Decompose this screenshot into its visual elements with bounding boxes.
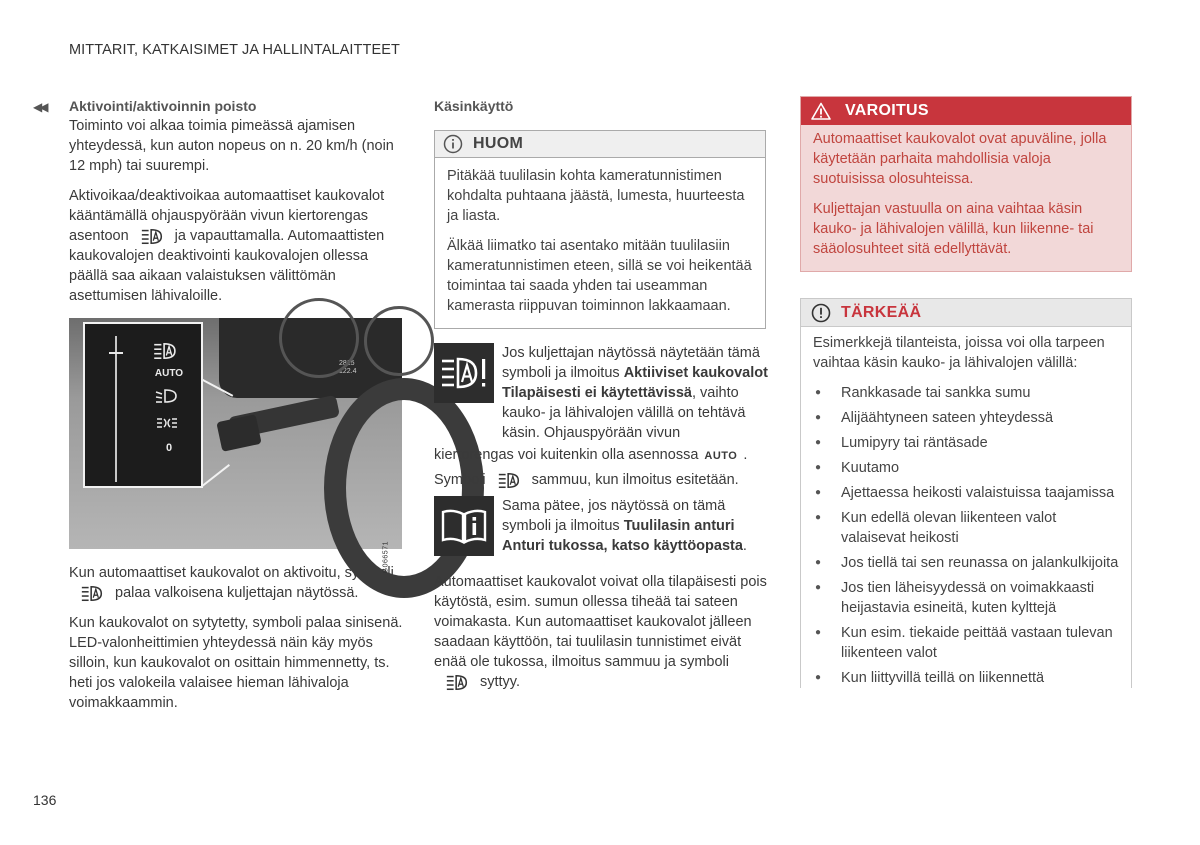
paragraph-text: , vaihto kauko- ja lähivalojen välillä on tehtävä käsin. Ohjauspyörään vivun: [502, 385, 746, 441]
headlight-icon: [155, 388, 177, 404]
paragraph-text: ja vapauttamalla. Automaattisten kaukovalojen deaktivointi kaukovalojen ollessa päällä saa aikaan valaistuksen välittömän asettumisen lähivaloille.: [69, 228, 385, 304]
paragraph-text: Automaattiset kaukovalot voivat olla tilapäisesti pois käytöstä, esim. sumun ollessa tiheää tai sateen voimakasta. Kun automaattiset kaukovalot jälleen saadaan käyttöön, tai tuulilasin tunnistimet eivät enää ole tukossa, ilmoitus sammuu ja symboli: [434, 574, 767, 670]
paragraph: [434, 470, 769, 490]
paragraph-text: Sama pätee, jos näytössä on tämä symboli ja ilmoitus: [502, 498, 726, 534]
list-item: ● Alijäähtyneen sateen yhteydessä: [813, 408, 1119, 428]
list-item: ● Kun edellä olevan liikenteen valot valaisevat heikosti: [813, 508, 1119, 548]
paragraph-text: asentoon: [69, 228, 129, 244]
paragraph-text: Aktivoikaa/deaktivoikaa automaattiset kaukovalot kääntämällä ohjauspyörään vivun kiertorengas: [69, 188, 385, 224]
warning-body: [801, 125, 1131, 271]
paragraph: [434, 572, 769, 692]
section-subheading: Käsinkäyttö: [434, 98, 514, 114]
message-block: [434, 343, 769, 443]
stalk-ring-closeup: [83, 322, 203, 488]
paragraph-text: Symboli: [434, 472, 486, 488]
paragraph-text: Jos kuljettajan näytössä näytetään tämä symboli ja ilmoitus: [502, 345, 760, 381]
message-text: [502, 343, 769, 443]
list-item: ● Kun liittyvillä teillä on liikennettä: [813, 668, 1119, 688]
display-message: Aktiiviset kaukovalot Tilapäisesti ei käytettävissä: [502, 365, 768, 401]
paragraph: Älkää liimatko tai asentako mitään tuulilasiin kameratunnistimen eteen, sillä se voi heikentää toimintaa tai saada yhden tai useamman kamerasta riippuvan toiminnon lakkaamaan.: [447, 238, 752, 314]
important-body: [801, 327, 1132, 688]
ring-position-off: 0: [165, 442, 173, 454]
paragraph: Pitäkää tuulilasin kohta kameratunnistimen kohdalta puhtaana jäästä, lumesta, huurteesta ja liasta.: [447, 168, 745, 224]
page-header: MITTARIT, KATKAISIMET JA HALLINTALAITTEET: [69, 42, 400, 58]
paragraph: Kun kaukovalot on sytytetty, symboli palaa sinisenä. LED-valonheittimien yhteydessä näin käy myös silloin, kun kaukovalot on osittain himmennetty, ts. heti jos valokeila valaisee hieman lähivaloja voimakkaammin.: [69, 615, 403, 711]
exclamation-circle-icon: [811, 303, 831, 323]
speedometer-gauge: [279, 298, 359, 378]
section-subheading: Aktivointi/aktivoinnin poisto: [69, 98, 257, 114]
paragraph-text: .: [742, 538, 747, 554]
auto-high-beam-warning-icon: [434, 343, 494, 403]
situation-list: [813, 383, 1119, 688]
page-number: 136: [33, 792, 57, 808]
paragraph: [434, 445, 769, 466]
note-header: [435, 131, 765, 158]
list-item: ● Kuutamo: [813, 458, 1119, 478]
list-item: ● Rankkasade tai sankka sumu: [813, 383, 1119, 403]
important-header: [801, 299, 1131, 327]
info-icon: [443, 134, 463, 154]
auto-position-label: AUTO: [704, 450, 738, 462]
paragraph-text: kiertorengas voi kuitenkin olla asennossa: [434, 447, 699, 463]
paragraph: [69, 186, 404, 306]
message-block: [434, 496, 769, 556]
warning-title: VAROITUS: [845, 102, 929, 119]
paragraph-text: .: [743, 447, 748, 463]
auto-high-beam-icon: [81, 585, 103, 602]
dashboard-readout: 122.4: [339, 368, 357, 375]
paragraph: Automaattiset kaukovalot ovat apuväline, jolla käytetään parhaita mahdollisia valoja suotuisissa olosuhteissa.: [813, 131, 1107, 187]
important-box: [800, 298, 1132, 688]
column-right: [800, 96, 1132, 693]
list-item: ● Lumipyry tai räntäsade: [813, 433, 1119, 453]
dashboard-readout: 2815: [339, 360, 355, 367]
position-light-icon: [155, 416, 179, 430]
important-title: TÄRKEÄÄ: [841, 303, 922, 321]
tachometer-gauge: [364, 306, 434, 376]
paragraph: Kuljettajan vastuulla on aina vaihtaa käsin kauko- ja lähivalojen välillä, kun liikenne- tai sääolosuhteet sitä edellyttävät.: [813, 201, 1094, 257]
display-message: Tuulilasin anturi Anturi tukossa, katso käyttöopasta: [502, 518, 743, 554]
figure-code: G066571: [382, 541, 389, 574]
note-box: [434, 130, 766, 329]
auto-high-beam-icon: [498, 472, 520, 489]
paragraph-text: sammuu, kun ilmoitus esitetään.: [531, 472, 739, 488]
auto-high-beam-icon: [141, 228, 163, 245]
paragraph-text: syttyy.: [480, 674, 521, 690]
owners-manual-icon: [434, 496, 494, 556]
paragraph-text: palaa valkoisena kuljettajan näytössä.: [115, 585, 359, 601]
list-item: ● Jos tiellä tai sen reunassa on jalankulkijoita: [813, 553, 1119, 573]
warning-header: [801, 97, 1131, 125]
list-item: ● Jos tien läheisyydessä on voimakkaasti heijastavia esineitä, kuten kylttejä: [813, 578, 1119, 618]
column-middle: [434, 96, 769, 702]
paragraph: Toiminto voi alkaa toimia pimeässä ajamisen yhteydessä, kun auton nopeus on n. 20 km/h (noin 12 mph) tai suurempi.: [69, 118, 394, 174]
double-chevron-left-icon[interactable]: ◀◀: [33, 100, 46, 114]
note-title: HUOM: [473, 135, 524, 152]
list-item: ● Kun esim. tiekaide peittää vastaan tulevan liikenteen valot: [813, 623, 1119, 663]
auto-high-beam-icon: [153, 342, 177, 360]
warning-box: [800, 96, 1132, 272]
note-body: [435, 158, 765, 328]
list-item: ● Ajettaessa heikosti valaistuissa taajamissa: [813, 483, 1119, 503]
auto-high-beam-icon: [446, 674, 468, 691]
paragraph: Esimerkkejä tilanteista, joissa voi olla tarpeen vaihtaa käsin kauko- ja lähivalojen välillä:: [813, 335, 1105, 371]
ring-position-auto: AUTO: [154, 368, 184, 379]
paragraph-text: Kun automaattiset kaukovalot on aktivoitu, symboli: [69, 565, 394, 581]
column-left: [69, 96, 404, 723]
warning-triangle-icon: [811, 102, 831, 120]
message-text: [502, 496, 769, 556]
